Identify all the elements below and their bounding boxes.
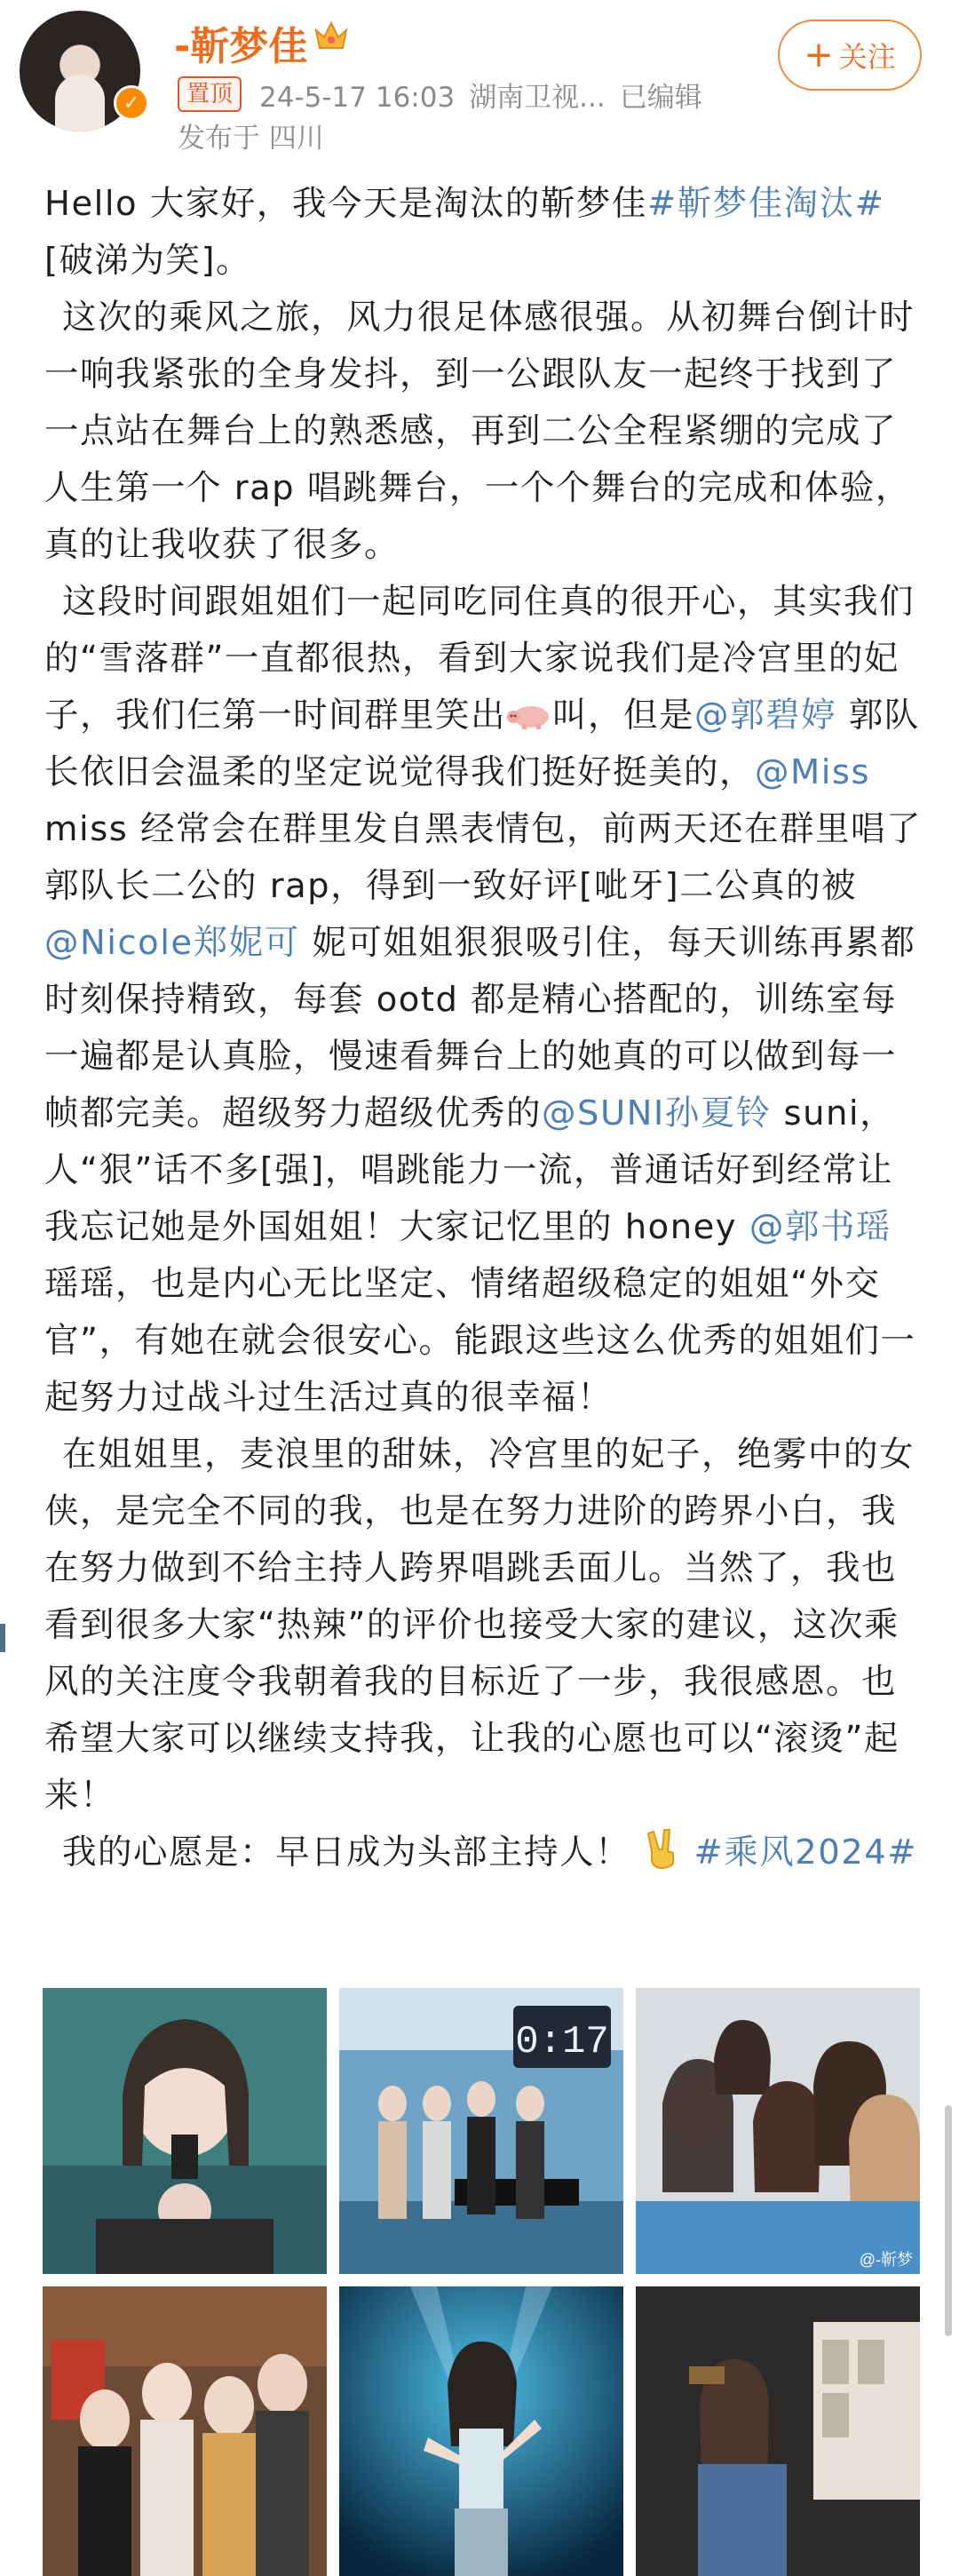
photo-6[interactable] <box>636 2286 920 2576</box>
post-location: 发布于 四川 <box>178 123 324 155</box>
photo-5[interactable] <box>339 2286 623 2576</box>
mention-link[interactable]: @Miss <box>755 752 871 792</box>
post-source[interactable]: 湖南卫视... <box>469 82 606 114</box>
left-edge-marker <box>0 1624 5 1652</box>
hashtag-link[interactable]: #靳梦佳淘汰# <box>646 184 885 224</box>
photo-4[interactable] <box>43 2286 327 2576</box>
scrollbar[interactable] <box>945 2105 952 2336</box>
photo-watermark: @-靳梦 <box>859 2251 913 2269</box>
timer-display: 0:17 <box>515 2020 609 2064</box>
mention-link[interactable]: @SUNI孙夏铃 <box>542 1093 772 1133</box>
post-header <box>0 0 959 169</box>
edited-label: 已编辑 <box>619 82 702 114</box>
photo-3[interactable] <box>636 1988 920 2274</box>
photo-1[interactable] <box>43 1988 327 2274</box>
photo-grid <box>43 1988 922 2574</box>
post-paragraph-5: 我的心愿是：早日成为头部主持人！ #乘风2024# <box>44 1825 928 1881</box>
post-paragraph-4: 在姐姐里，麦浪里的甜妹，冷宫里的妃子，绝雾中的女侠，是完全不同的我，也是在努力进阶的跨界小白，我在努力做到不给主持人跨界唱跳丢面儿。当然了，我也看到很多大家“热辣”的评价也接受大家的建议，这次乘风的关注度令我朝着我的目标近了一步，我很感恩。也希望大家可以继续支持我，让我的心愿也可以“滚烫”起来！ <box>44 1435 915 1816</box>
post-body <box>44 176 928 1881</box>
mention-link[interactable]: @Nicole郑妮可 <box>44 923 300 963</box>
follow-label: 关注 <box>838 40 896 74</box>
crown-icon <box>313 18 350 52</box>
plus-icon: + <box>804 35 834 76</box>
pinned-badge: 置顶 <box>178 76 242 112</box>
post-date: 24-5-17 16:03 <box>259 82 456 114</box>
post-meta <box>259 75 717 115</box>
verified-badge-icon: ✓ <box>114 85 149 121</box>
mention-link[interactable]: @郭书瑶 <box>749 1207 892 1247</box>
post-paragraph-2: 这次的乘风之旅，风力很足体感很强。从初舞台倒计时一响我紧张的全身发抖，到一公跟队友一起终于找到了一点站在舞台上的熟悉感，再到二公全程紧绷的完成了人生第一个 rap 唱跳舞台，一个个舞台的完成和体验，真的让我收获了很多。 <box>44 298 915 565</box>
photo-2[interactable] <box>339 1988 623 2274</box>
post-paragraph-1: Hello 大家好，我今天是淘汰的靳梦佳#靳梦佳淘汰#[破涕为笑]。 <box>44 184 885 281</box>
post-paragraph-3: 这段时间跟姐姐们一起同吃同住真的很开心，其实我们的“雪落群”一直都很热，看到大家说我们是冷宫里的妃子，我们仨第一时间群里笑出 叫，但是@郭碧婷 郭队长依旧会温柔的坚定说觉得我们挺好挺美的，@Miss miss 经常会在群里发自黑表情包，前两天还在群里唱了郭队长二公的 rap，得到一致好评[呲牙]二公真的被 @Nicole郑妮可 妮可姐姐狠狠吸引住，每天训练再累都时刻保持精致，每套 ootd 都是精心搭配的，训练室每一遍都是认真脸，慢速看舞台上的她真的可以做到每一帧都完美。超级努力超级优秀的@SUNI孙夏铃 suni，人“狠”话不多[强]，唱跳能力一流，普通话好到经常让我忘记她是外国姐姐！大家记忆里的 honey @郭书瑶 瑶瑶，也是内心无比坚定、情绪超级稳定的姐姐“外交官”，有她在就会很安心。能跟这些这么优秀的姐姐们一起努力过战斗过生活过真的很幸福！ <box>44 582 923 1418</box>
mention-link[interactable]: @郭碧婷 <box>694 696 837 735</box>
victory-hand-emoji-icon <box>643 1828 682 1869</box>
follow-button[interactable] <box>778 20 922 91</box>
hashtag-link[interactable]: #乘风2024# <box>693 1833 918 1872</box>
pig-emoji-icon <box>506 700 552 730</box>
username[interactable]: -靳梦佳 <box>174 24 308 69</box>
